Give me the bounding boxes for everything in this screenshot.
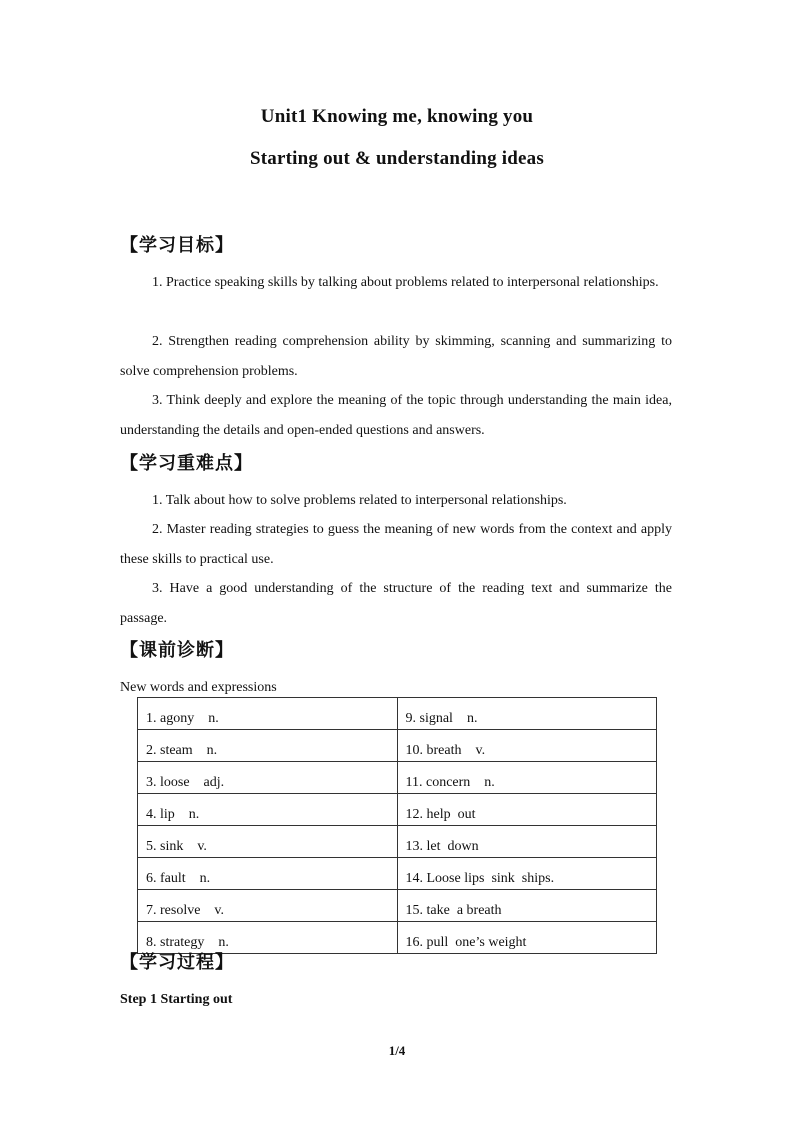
vocab-cell: 13. let down: [397, 826, 657, 858]
key-point-item-3: 3. Have a good understanding of the structure of the reading text and summarize the passage.: [120, 581, 672, 626]
table-row: [138, 826, 657, 858]
vocab-cell: 10. breath v.: [397, 730, 657, 762]
vocab-cell: 4. lip n.: [138, 794, 398, 826]
vocab-cell: 3. loose adj.: [138, 762, 398, 794]
page-title: Unit1 Knowing me, knowing you: [260, 106, 534, 127]
table-row: [138, 698, 657, 730]
step-1-heading: Step 1 Starting out: [120, 992, 233, 1007]
page-number: 1/4: [388, 1043, 406, 1058]
vocab-cell: 11. concern n.: [397, 762, 657, 794]
section-heading-key-points: 【学习重难点】: [120, 453, 253, 474]
table-row: [138, 890, 657, 922]
vocab-table: [137, 697, 657, 954]
key-point-item-2: 2. Master reading strategies to guess the meaning of new words from the context and apply these skills to practical use.: [120, 522, 672, 567]
table-row: [138, 794, 657, 826]
table-row: [138, 730, 657, 762]
vocab-cell: 2. steam n.: [138, 730, 398, 762]
table-row: [138, 858, 657, 890]
vocab-cell: 14. Loose lips sink ships.: [397, 858, 657, 890]
vocab-cell: 16. pull one’s weight: [397, 922, 657, 954]
vocab-cell: 6. fault n.: [138, 858, 398, 890]
vocab-cell: 1. agony n.: [138, 698, 398, 730]
objective-item-1: 1. Practice speaking skills by talking about problems related to interpersonal relationships.: [152, 275, 659, 290]
vocab-table-caption: New words and expressions: [120, 680, 277, 695]
key-point-item-1: 1. Talk about how to solve problems related to interpersonal relationships.: [152, 493, 567, 508]
section-heading-diagnosis: 【课前诊断】: [120, 640, 234, 661]
vocab-cell: 15. take a breath: [397, 890, 657, 922]
objective-item-3: 3. Think deeply and explore the meaning of the topic through understanding the main idea, understanding the details and open-ended questions and answers.: [120, 393, 672, 438]
vocab-cell: 8. strategy n.: [138, 922, 398, 954]
vocab-cell: 9. signal n.: [397, 698, 657, 730]
section-heading-objectives: 【学习目标】: [120, 235, 234, 256]
page-subtitle: Starting out & understanding ideas: [250, 148, 544, 169]
objective-item-2: 2. Strengthen reading comprehension ability by skimming, scanning and summarizing to solve comprehension problems.: [120, 334, 672, 379]
table-row: [138, 762, 657, 794]
vocab-cell: 12. help out: [397, 794, 657, 826]
vocab-cell: 7. resolve v.: [138, 890, 398, 922]
section-heading-process: 【学习过程】: [120, 952, 234, 973]
vocab-cell: 5. sink v.: [138, 826, 398, 858]
